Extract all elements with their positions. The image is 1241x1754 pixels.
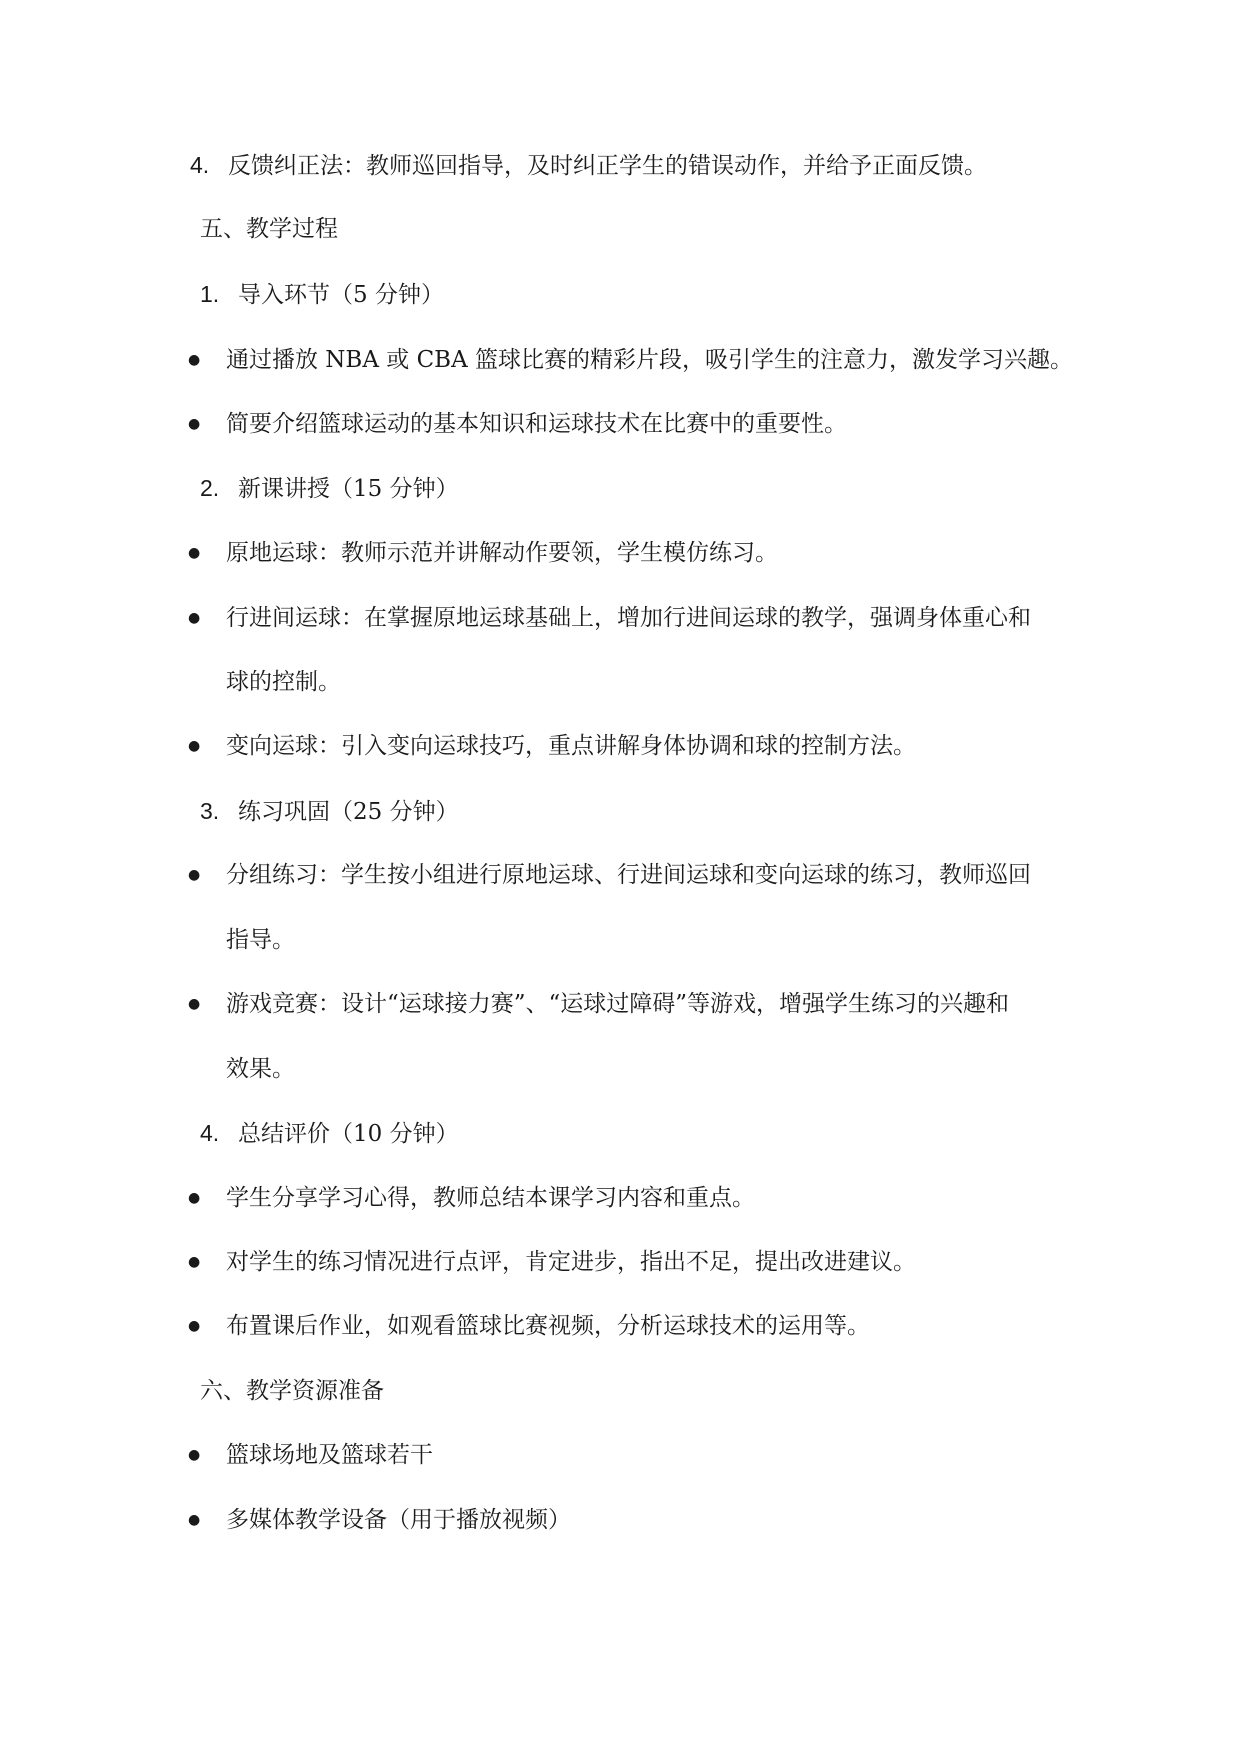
list-number: 1. — [200, 281, 220, 307]
bullet-icon: ● — [188, 1254, 201, 1270]
bullet-icon: ● — [188, 1512, 201, 1528]
list-item-continuation: 指导。 — [226, 927, 295, 953]
list-item-continuation: 效果。 — [226, 1056, 295, 1082]
bullet-icon: ● — [188, 1190, 201, 1206]
list-number: 3. — [200, 798, 220, 824]
subsection-title-4: 4. 总结评价（10 分钟） — [200, 1120, 459, 1147]
bullet-icon: ● — [188, 996, 201, 1012]
bullet-icon: ● — [188, 610, 201, 626]
bullet-icon: ● — [188, 416, 201, 432]
section-heading-resources: 六、教学资源准备 — [200, 1378, 384, 1404]
list-item-continuation: 球的控制。 — [226, 669, 341, 695]
section-heading-teaching-process: 五、教学过程 — [200, 216, 338, 242]
bullet-icon: ● — [188, 867, 201, 883]
method-item-text: 反馈纠正法：教师巡回指导，及时纠正学生的错误动作，并给予正面反馈。 — [228, 153, 987, 179]
bullet-icon: ● — [188, 1318, 201, 1334]
method-item-4 — [190, 150, 987, 181]
bullet-icon: ● — [188, 352, 201, 368]
bullet-icon: ● — [188, 738, 201, 754]
list-number: 4. — [200, 1120, 220, 1146]
subsection-title-3: 3. 练习巩固（25 分钟） — [200, 798, 459, 825]
bullet-icon: ● — [188, 1447, 201, 1463]
document-page: 4. 反馈纠正法：教师巡回指导，及时纠正学生的错误动作，并给予正面反馈。 五、教学过程 1. 导入环节（5 分钟） ● 通过播放 NBA 或 CBA 篮球比赛的精彩片段，吸引学生的注意力，激发学习兴趣。 ● 简要介绍篮球运动的基本知识和运球技术在比赛中的重要性。 2. 新课讲授（15 分钟） ● 原地运球：教师示范并讲解动作要领，学生模仿练习。 ● 行进间运球：在掌握原地运球基础上，增加行进间运球的教学，强调身体重心和 球的控制。 ● 变向运球：引入变向运球技巧，重点讲解身体协调和球的控制方法。 3. 练习巩固（25 分钟） ● 分组练习：学生按小组进行原地运球、行进间运球和变向运球的练习，教师巡回 指导。 ● 游戏竞赛：设计“运球接力赛”、“运球过障碍”等游戏，增强学生练习的兴趣和 效果。 4. 总结评价（10 分钟） ● 学生分享学习心得，教师总结本课学习内容和重点。 ● 对学生的练习情况进行点评，肯定进步，指出不足，提出改进建议。 ● 布置课后作业，如观看篮球比赛视频，分析运球技术的运用等。 六、教学资源准备 ● 篮球场地及篮球若干 ● 多媒体教学设备（用于播放视频） — [188, 152, 1073, 1533]
list-number: 2. — [200, 475, 220, 501]
list-number: 4. — [190, 152, 210, 178]
subsection-title-1: 1. 导入环节（5 分钟） — [200, 281, 444, 308]
bullet-icon: ● — [188, 545, 201, 561]
subsection-title-2: 2. 新课讲授（15 分钟） — [200, 475, 459, 502]
